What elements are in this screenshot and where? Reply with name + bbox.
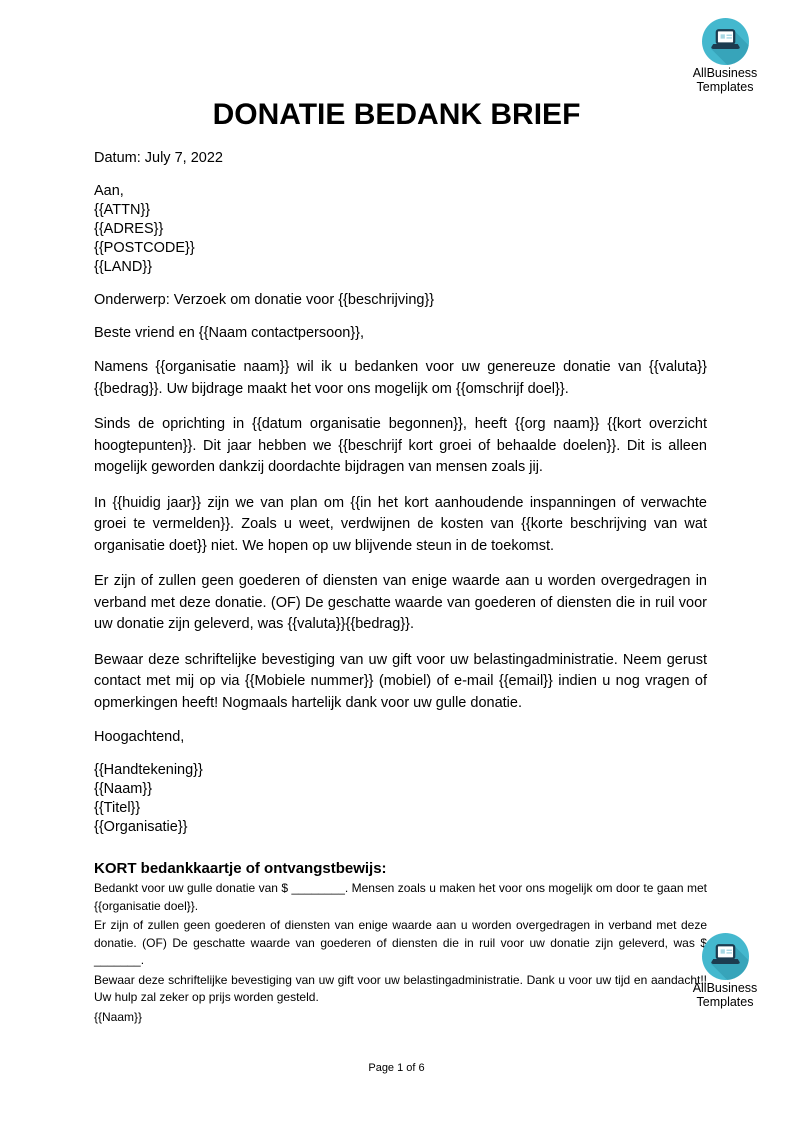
body-paragraph: Bewaar deze schriftelijke bevestiging van uw gift voor uw belastingadministratie. Neem gerust contact met mij op via {{Mobiele nummer}} (mobiel) of e-mail {{email}} indien u nog vragen of opmerkingen heeft! Nogmaals hartelijk dank voor uw gulle donatie.: [94, 651, 707, 711]
laptop-logo-icon: [702, 18, 749, 65]
body-paragraph: In {{huidig jaar}} zijn we van plan om {{in het kort aanhoudende inspanningen of verwachte groei te vermelden}}. Zoals u weet, verdwijnen de kosten van {{korte beschrijving van wat organisatie doet}} niet. We hopen op uw blijvende steun in de toekomst.: [94, 494, 707, 554]
recipient-line: {{ADRES}}: [94, 221, 164, 237]
logo-text-line1: AllBusiness: [692, 981, 758, 995]
receipt-name-line: {{Naam}}: [94, 1009, 143, 1024]
page-number: Page 1 of 6: [368, 1062, 425, 1074]
subject-line: Onderwerp: Verzoek om donatie voor {{beschrijving}}: [94, 292, 435, 308]
logo-text: [690, 982, 760, 1009]
signature-line: {{Organisatie}}: [94, 819, 188, 835]
logo-text-line2: Templates: [696, 79, 754, 94]
signature-block: [94, 761, 707, 837]
signature-line: {{Naam}}: [94, 781, 153, 797]
body-paragraph: Namens {{organisatie naam}} wil ik u bedanken voor uw genereuze donatie van {{valuta}}{{bedrag}}. Uw bijdrage maakt het voor ons mogelijk om {{omschrijf doel}}.: [94, 359, 707, 397]
closing: Hoogachtend,: [94, 729, 185, 745]
signature-line: {{Handtekening}}: [94, 762, 203, 778]
laptop-logo-icon: [702, 933, 749, 980]
allbusiness-logo-top: [690, 18, 760, 94]
body-paragraph: Sinds de oprichting in {{datum organisatie begonnen}}, heeft {{org naam}} {{kort overzicht hoogtepunten}}. Dit jaar hebben we {{beschrijf kort groei of behaalde doelen}}. Dit is alleen mogelijk geworden dankzij doordachte bijdragen van mensen zoals jij.: [94, 416, 707, 475]
receipt-paragraph: Bewaar deze schriftelijke bevestiging van uw gift voor uw belastingadministratie. Dank u voor uw tijd en aandacht!! Uw hulp zal zeker op prijs worden gesteld.: [94, 972, 707, 1004]
logo-text-line2: Templates: [696, 994, 754, 1009]
allbusiness-logo-bottom: [690, 933, 760, 1009]
page-title: DONATIE BEDANK BRIEF: [212, 98, 581, 131]
recipient-block: [94, 182, 707, 277]
salutation: Beste vriend en {{Naam contactpersoon}},: [94, 325, 365, 341]
receipt-heading: KORT bedankkaartje of ontvangstbewijs:: [94, 860, 387, 877]
recipient-line: {{POSTCODE}}: [94, 240, 195, 256]
body-paragraph: Er zijn of zullen geen goederen of diensten van enige waarde aan u worden overgedragen in verband met deze donatie. (OF) De geschatte waarde van goederen of diensten die in ruil voor uw donatie zijn geleverd, was {{valuta}}{{bedrag}}.: [94, 573, 707, 632]
recipient-line: Aan,: [94, 183, 124, 199]
signature-line: {{Titel}}: [94, 800, 141, 816]
logo-text-line1: AllBusiness: [692, 66, 758, 80]
recipient-line: {{LAND}}: [94, 259, 153, 275]
recipient-line: {{ATTN}}: [94, 202, 151, 218]
receipt-paragraph: Bedankt voor uw gulle donatie van $ ________. Mensen zoals u maken het voor ons mogelijk om door te gaan met {{organisatie doel}}.: [94, 881, 707, 913]
receipt-paragraph: Er zijn of zullen geen goederen of diensten van enige waarde aan u worden overgedragen in verband met deze donatie. (OF) De geschatte waarde van goederen of diensten die in ruil voor uw donatie zijn geleverd, was $ _______.: [94, 918, 707, 967]
date-line: Datum: July 7, 2022: [94, 150, 223, 166]
logo-text: [690, 67, 760, 94]
letter-body: [94, 149, 707, 1026]
